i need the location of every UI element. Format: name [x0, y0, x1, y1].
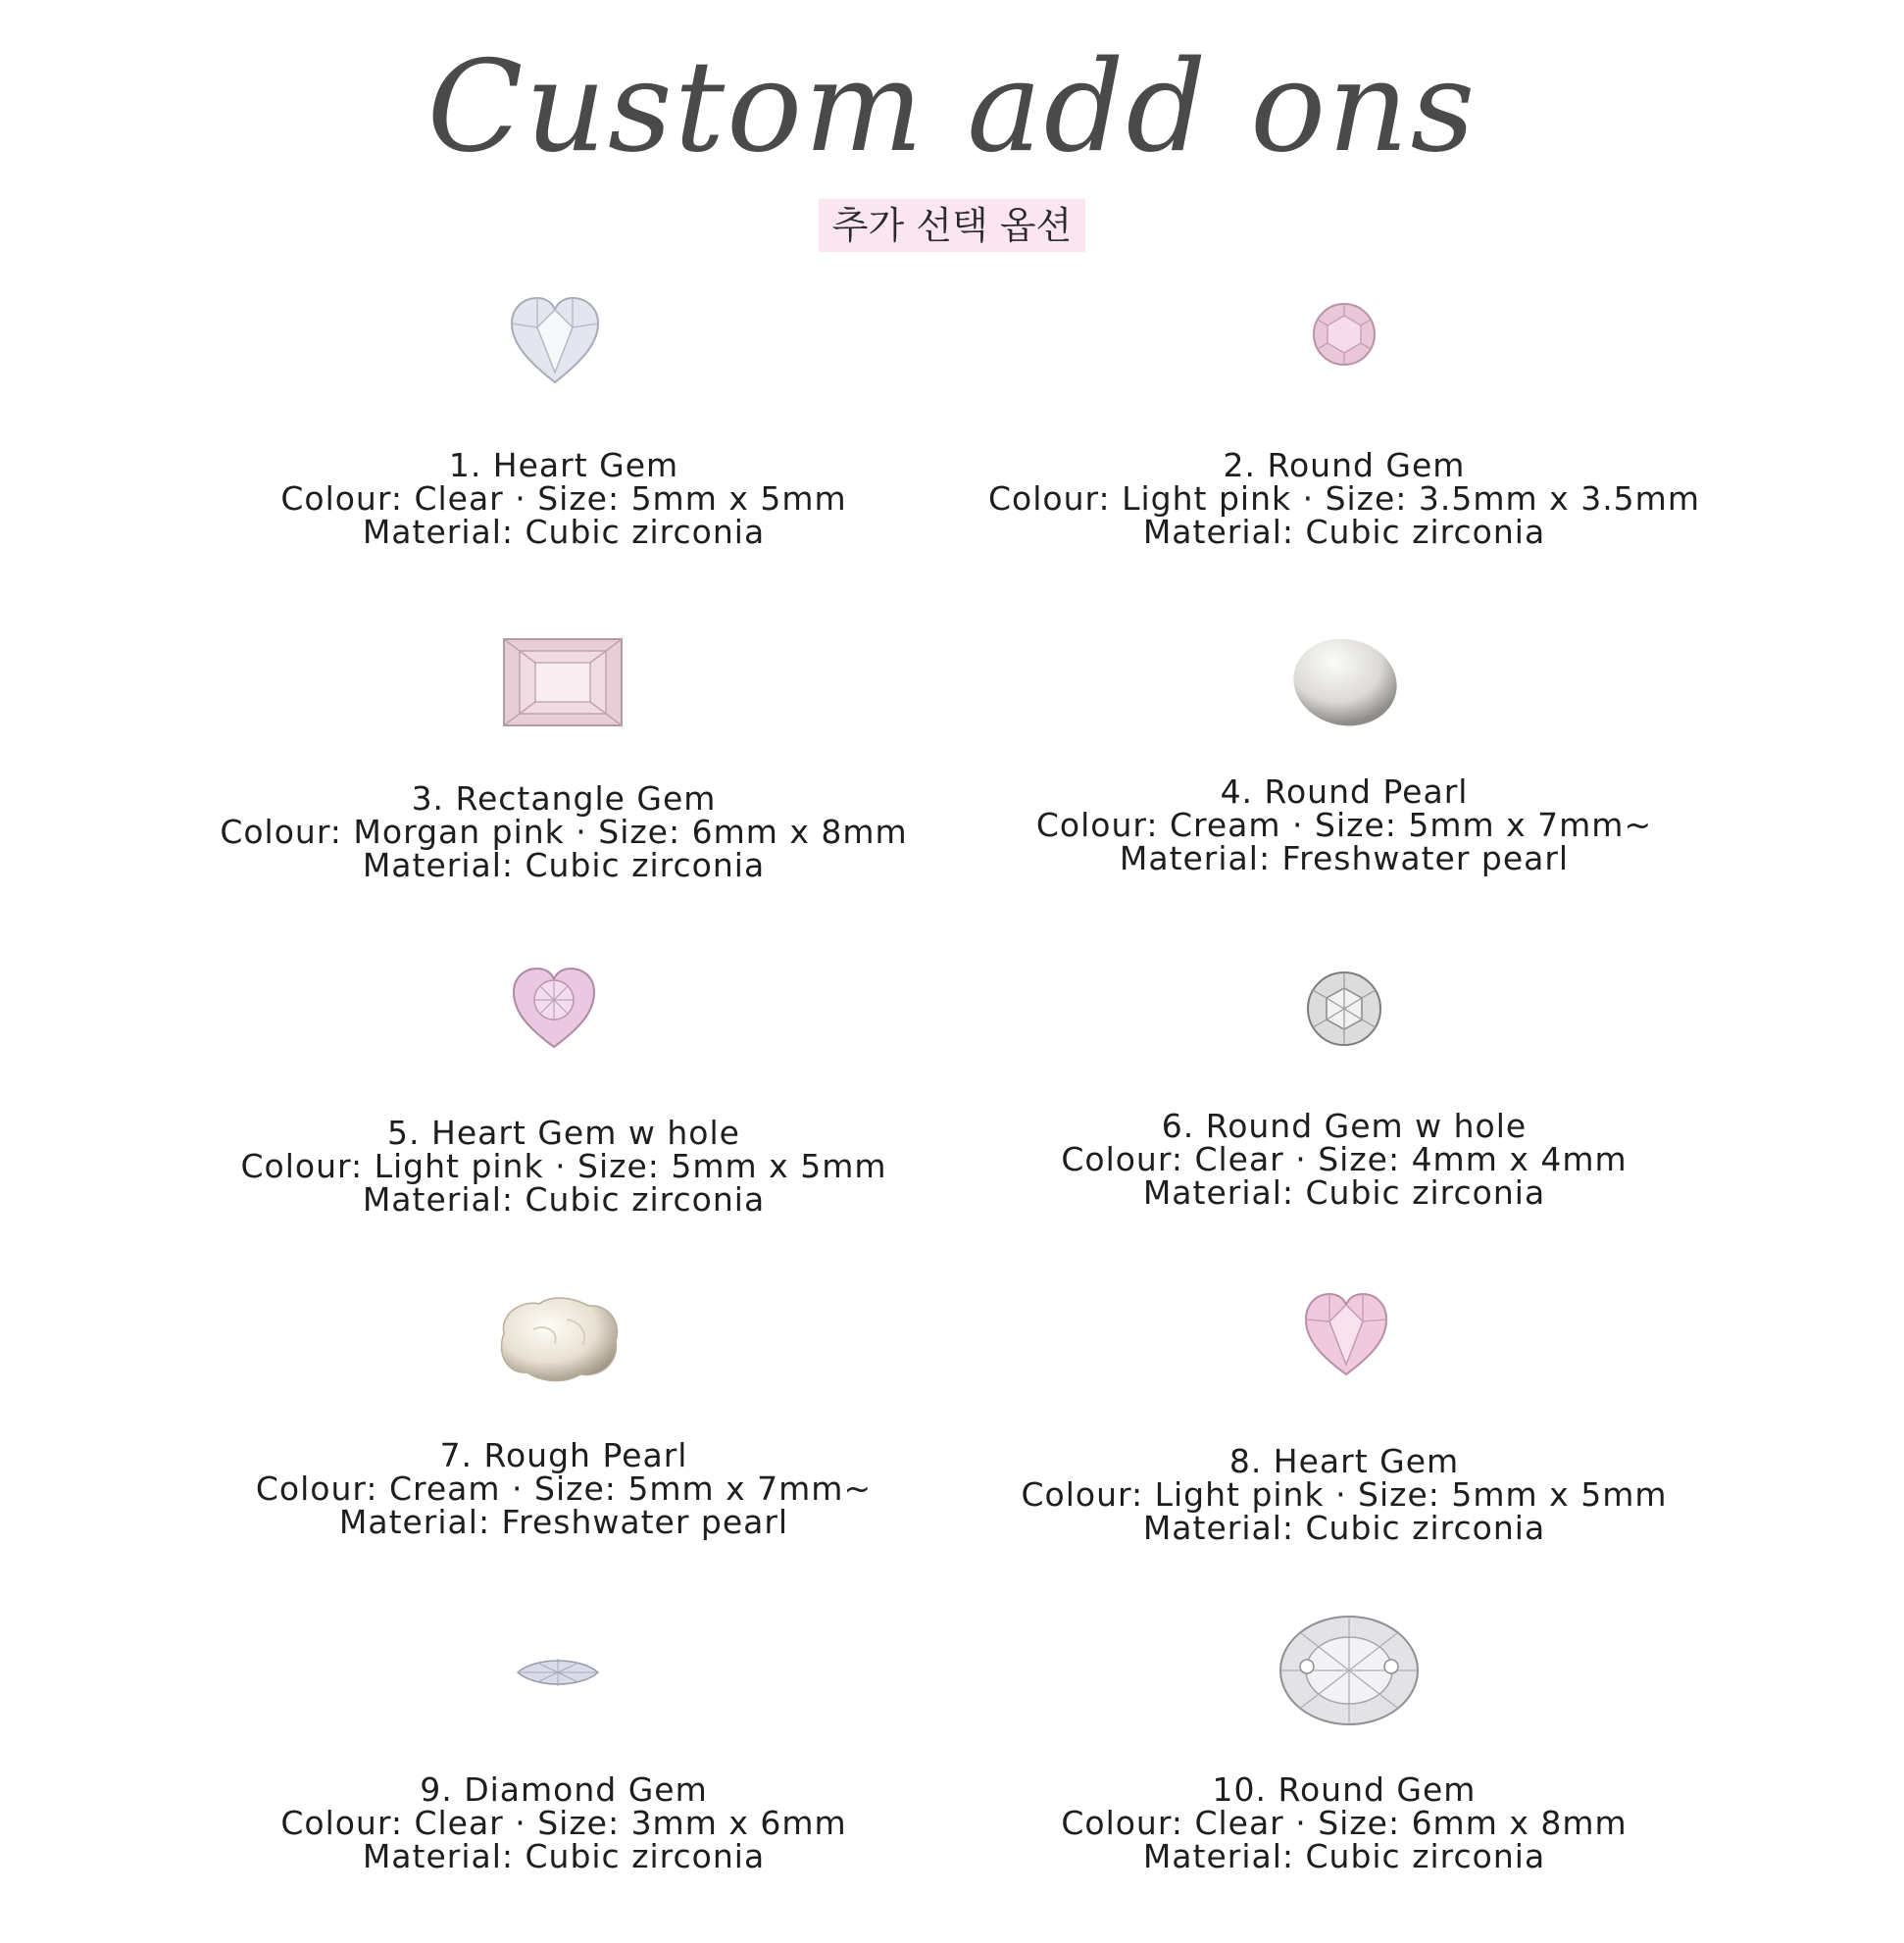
item-material: Material: Cubic zirconia — [362, 1837, 766, 1875]
item-title: 6. Round Gem w hole — [1161, 1107, 1528, 1145]
item-title: 5. Heart Gem w hole — [387, 1114, 740, 1152]
page-title: Custom add ons — [426, 34, 1478, 180]
item-material: Material: Cubic zirconia — [1142, 1173, 1546, 1212]
pearl-icon — [1290, 635, 1400, 729]
item-heart-gem — [123, 446, 1005, 551]
page-subtitle: 추가 선택 옵션 — [819, 199, 1085, 252]
item-diamond-gem — [123, 1770, 1005, 1875]
item-spec: Colour: Clear · Size: 6mm x 8mm — [1061, 1804, 1628, 1842]
item-spec: Colour: Light pink · Size: 3.5mm x 3.5mm — [988, 479, 1700, 518]
item-title: 3. Rectangle Gem — [411, 779, 717, 818]
heart-gem-icon — [1302, 1290, 1390, 1378]
round-gem-icon — [1312, 302, 1377, 367]
item-round-gem — [903, 446, 1785, 551]
item-material: Material: Cubic zirconia — [362, 513, 766, 551]
item-rectangle-gem — [123, 779, 1005, 884]
item-round-gem-large — [903, 1770, 1785, 1875]
item-material: Material: Freshwater pearl — [1119, 839, 1570, 877]
item-spec: Colour: Clear · Size: 4mm x 4mm — [1061, 1140, 1628, 1178]
item-spec: Colour: Clear · Size: 5mm x 5mm — [280, 479, 847, 518]
item-material: Material: Cubic zirconia — [1142, 513, 1546, 551]
item-title: 9. Diamond Gem — [420, 1770, 708, 1809]
item-spec: Colour: Light pink · Size: 5mm x 5mm — [1021, 1475, 1668, 1514]
item-material: Material: Cubic zirconia — [1142, 1509, 1546, 1547]
round-gem-icon — [1306, 971, 1382, 1047]
item-spec: Colour: Light pink · Size: 5mm x 5mm — [240, 1147, 887, 1185]
item-spec: Colour: Morgan pink · Size: 6mm x 8mm — [220, 813, 908, 851]
subtitle-container — [0, 199, 1904, 252]
heart-gem-icon — [510, 965, 598, 1051]
item-title: 8. Heart Gem — [1228, 1442, 1460, 1480]
item-heart-gem-pink — [903, 1442, 1785, 1547]
item-spec: Colour: Cream · Size: 5mm x 7mm~ — [1035, 806, 1653, 844]
item-material: Material: Cubic zirconia — [1142, 1837, 1546, 1875]
item-title: 7. Rough Pearl — [439, 1436, 688, 1474]
item-spec: Colour: Cream · Size: 5mm x 7mm~ — [255, 1470, 873, 1508]
item-title: 2. Round Gem — [1223, 446, 1466, 484]
heart-gem-icon — [508, 294, 602, 388]
item-material: Material: Cubic zirconia — [362, 846, 766, 884]
item-title: 10. Round Gem — [1212, 1770, 1477, 1809]
item-heart-gem-hole — [123, 1114, 1005, 1219]
oval-gem-icon — [1278, 1614, 1421, 1727]
item-round-pearl — [903, 772, 1785, 877]
item-material: Material: Cubic zirconia — [362, 1180, 766, 1219]
marquise-gem-icon — [516, 1655, 600, 1690]
item-material: Material: Freshwater pearl — [338, 1503, 789, 1541]
item-title: 1. Heart Gem — [448, 446, 679, 484]
rough-pearl-icon — [494, 1290, 624, 1388]
item-rough-pearl — [123, 1436, 1005, 1541]
rectangle-gem-icon — [502, 637, 624, 727]
item-spec: Colour: Clear · Size: 3mm x 6mm — [280, 1804, 847, 1842]
item-round-gem-hole — [903, 1107, 1785, 1212]
item-title: 4. Round Pearl — [1220, 772, 1469, 811]
